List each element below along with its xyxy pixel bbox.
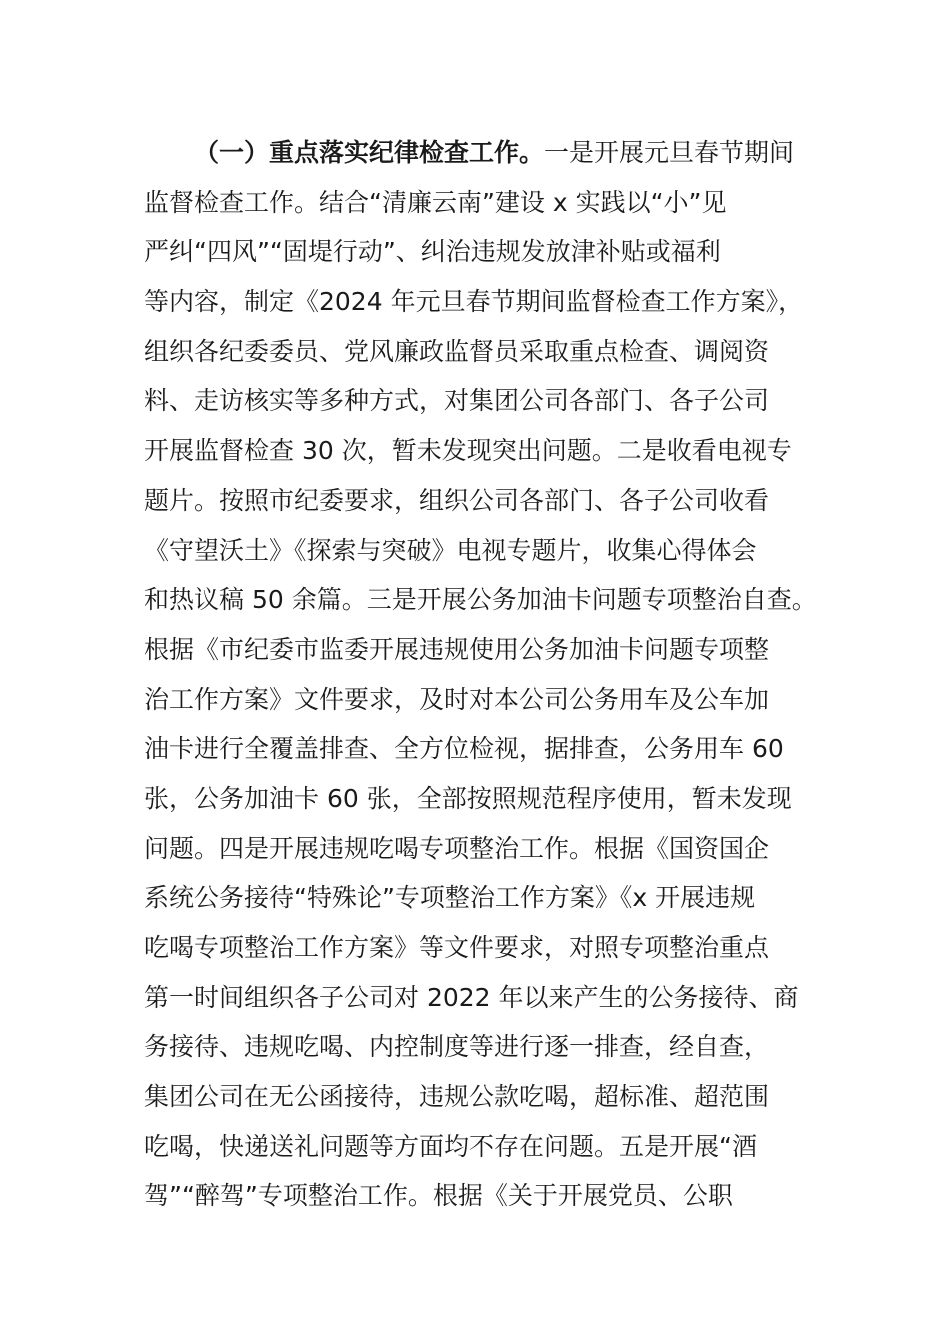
- paragraph-line: 题片。按照市纪委要求，组织公司各部门、各子公司收看: [144, 485, 770, 515]
- paragraph-line: 驾”“醉驾”专项整治工作。根据《关于开展党员、公职: [144, 1181, 733, 1211]
- paragraph-line: 《守望沃土》《探索与突破》电视专题片，收集心得体会: [144, 535, 757, 565]
- paragraph-line: 问题。四是开展违规吃喝专项整治工作。根据《国资国企: [144, 833, 770, 863]
- paragraph-line: 组织各纪委委员、党风廉政监督员采取重点检查、调阅资: [144, 336, 770, 366]
- paragraph-line: 监督检查工作。结合“清廉云南”建设 x 实践以“小”见: [144, 187, 727, 217]
- paragraph-line: 张，公务加油卡 60 张，全部按照规范程序使用，暂未发现: [144, 783, 792, 813]
- paragraph-line: 和热议稿 50 余篇。三是开展公务加油卡问题专项整治自查。: [144, 585, 817, 615]
- paragraph-line: 严纠“四风”“固堤行动”、纠治违规发放津补贴或福利: [144, 237, 721, 267]
- paragraph-line: 油卡进行全覆盖排查、全方位检视，据排查，公务用车 60: [144, 734, 784, 764]
- paragraph-line: 吃喝，快递送礼问题等方面均不存在问题。五是开展“酒: [144, 1131, 757, 1161]
- paragraph-line-text: 一是开展元旦春节期间: [544, 138, 795, 167]
- paragraph-line: [144, 128, 844, 178]
- body-paragraph: [144, 128, 844, 1221]
- paragraph-line: 治工作方案》文件要求，及时对本公司公务用车及公车加: [144, 684, 770, 714]
- paragraph-line: 开展监督检查 30 次，暂未发现突出问题。二是收看电视专: [144, 436, 792, 466]
- paragraph-line: 系统公务接待“特殊论”专项整治工作方案》《x 开展违规: [144, 883, 756, 913]
- section-heading: （一）重点落实纪律检查工作。: [194, 138, 545, 167]
- paragraph-line: 根据《市纪委市监委开展违规使用公务加油卡问题专项整: [144, 634, 770, 664]
- paragraph-line: 集团公司在无公函接待，违规公款吃喝，超标准、超范围: [144, 1082, 770, 1112]
- paragraph-line: 第一时间组织各子公司对 2022 年以来产生的公务接待、商: [144, 982, 799, 1012]
- paragraph-line: 务接待、违规吃喝、内控制度等进行逐一排查，经自查，: [144, 1032, 770, 1062]
- paragraph-line: 料、走访核实等多种方式，对集团公司各部门、各子公司: [144, 386, 770, 416]
- paragraph-line: 吃喝专项整治工作方案》等文件要求，对照专项整治重点: [144, 933, 770, 962]
- paragraph-line: 等内容，制定《2024 年元旦春节期间监督检查工作方案》，: [144, 287, 804, 317]
